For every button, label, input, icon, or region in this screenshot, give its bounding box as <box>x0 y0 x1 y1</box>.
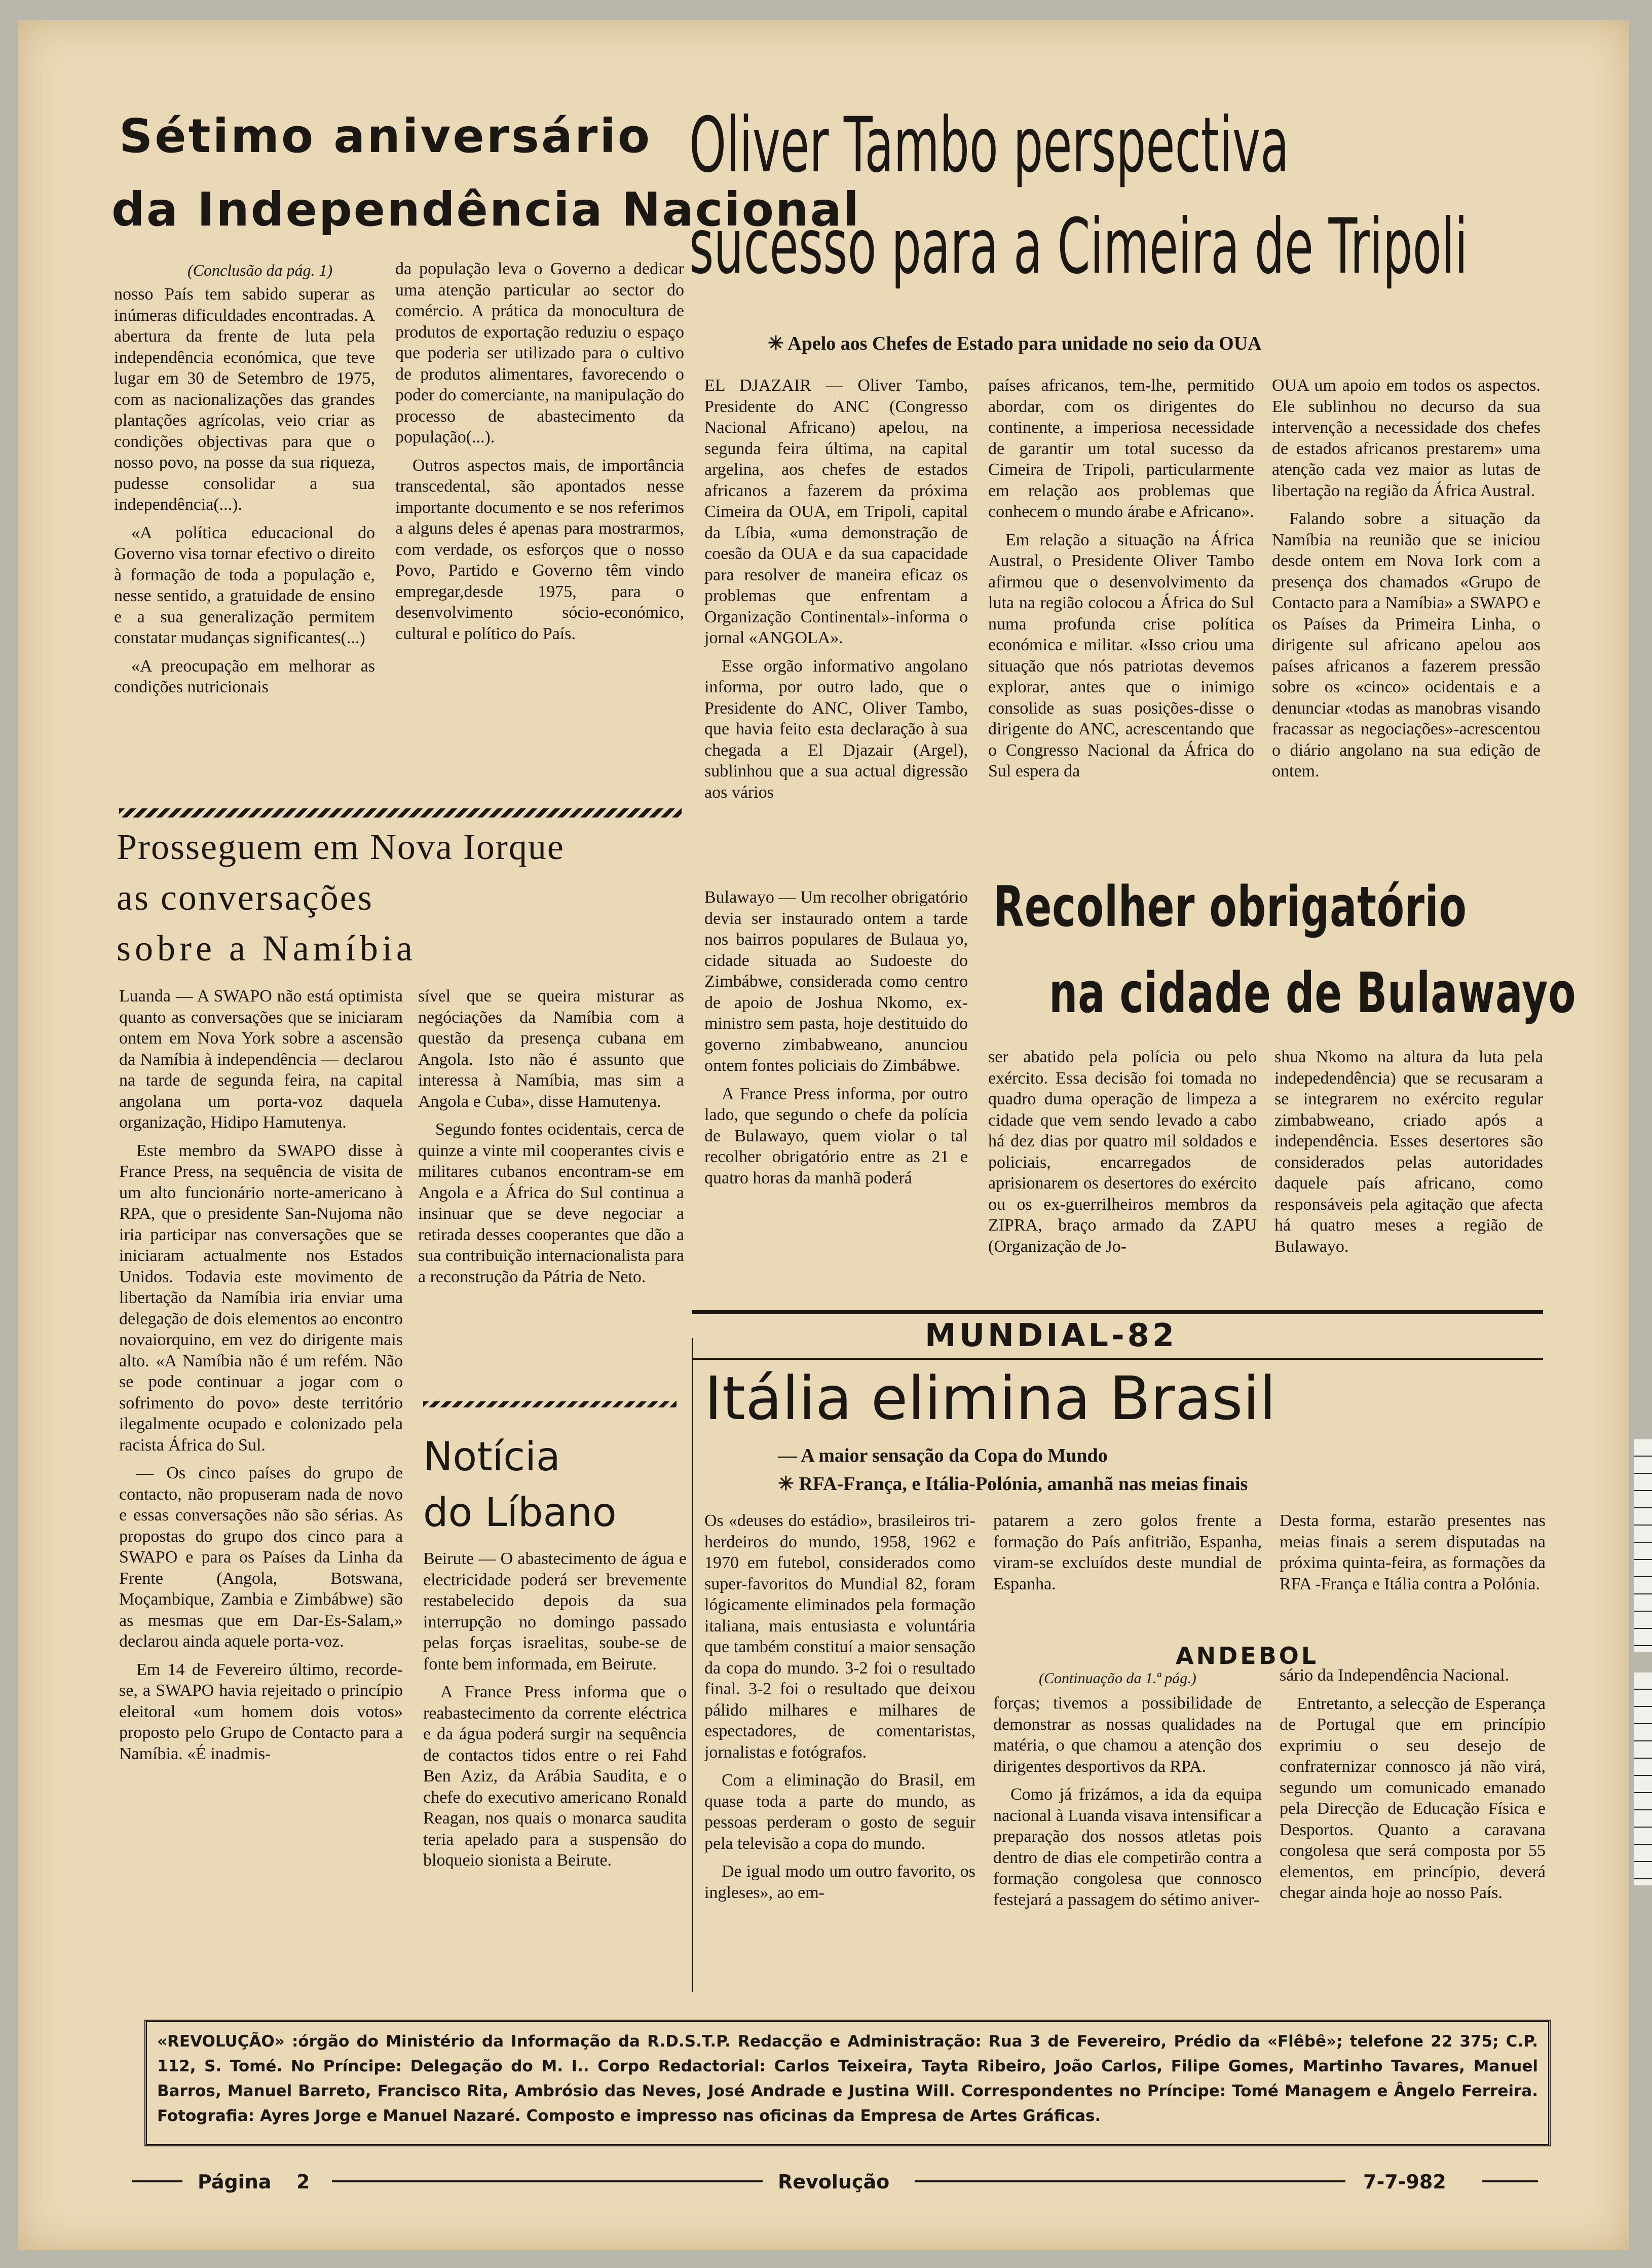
article5-para: A France Press informa, por outro lado, que segundo o chefe da polícia de Bulawayo, quem violar o tal recolher obrigatório entre as 21 e quatro horas da manhã poderá <box>704 1084 968 1187</box>
asterisk-icon: ✳ <box>778 1473 799 1495</box>
article6-title: Itália elimina Brasil <box>704 1363 1276 1433</box>
article3-para: Segundo fontes ocidentais, cerca de quinze a vinte mil cooperantes civis e militares cubanos encontram-se em Angola e a África do Sul continua a insinuar que se deve negociar a retirada desses cooperantes que dão a sua contribuição internacionalista para a reconstrução da Pátria de Neto. <box>418 1120 684 1286</box>
article7-title: ANDEBOL <box>1176 1642 1319 1669</box>
article4-title-line2: do Líbano <box>423 1490 617 1536</box>
article4-title-line1: Notícia <box>423 1434 560 1480</box>
article5-para: shua Nkomo na altura da luta pela indepedendência) que se recusaram a se integrarem no exército regular zimbabweano, criado após a independência. Esses desertores são considerados pelas autoridades daquele país africano, como responsáveis pela agitação que afecta há quatro meses a região de Bulawayo. <box>1274 1048 1543 1256</box>
article7-col1 <box>993 1693 1262 1997</box>
footer-rule-mid1 <box>332 2180 763 2182</box>
article2-col2 <box>988 375 1254 872</box>
article6-para: patarem a zero golos frente a formação do País anfitrião, Espanha, viram-se excluídos deste mundial de Espanha. <box>993 1511 1262 1593</box>
article7-continuation: (Continuação da 1.ª pág.) <box>1039 1670 1196 1687</box>
article7-para: forças; tivemos a possibilidade de demonstrar as nossas qualidades na matéria, o que chamou a atenção dos dirigentes desportivos da RPA. <box>993 1694 1262 1776</box>
article6-banner: MUNDIAL-82 <box>925 1317 1177 1354</box>
article2-subtitle <box>768 332 1262 355</box>
article5-col3 <box>1274 1047 1543 1305</box>
article2-para: EL DJAZAIR — Oliver Tambo, Presidente do ANC (Congresso Nacional Africano) apelou, na segunda feira última, na capital argelina, aos chefes de estados africanos a fazerem da próxima Cimeira da OUA, em Tripoli, capital da Líbia, «uma demonstração de coesão da OUA e da sua capacidade para resolver de maneira eficaz os problemas que enfrentam a Organização Continental»-informa o jornal «ANGOLA». <box>704 376 968 647</box>
newspaper-page <box>18 20 1629 2250</box>
article6-col2 <box>993 1510 1262 1627</box>
article1-para: «A política educacional do Governo visa tornar efectivo o direito à formação de toda a população e, nesse sentido, a gratuidade de ensino e a sua generalização permitem constatar mudanças significantes(...) <box>114 523 375 647</box>
article7-para: sário da Independência Nacional. <box>1280 1666 1510 1685</box>
article3-para: Luanda — A SWAPO não está optimista quanto as conversações que se iniciaram ontem em Nova York sobre a ascensão da Namíbia à independência — declarou na tarde de segunda feira, na capital angolana um porta-voz daquela organização, Hidipo Hamutenya. <box>119 987 403 1132</box>
article3-para: — Os cinco países do grupo de contacto, não propuseram nada de novo e essas conversações não são sérias. As propostas do grupo dos cinco para a SWAPO e para os Países da Linha da Frente (Angola, Botswana, Moçambique, Zambia e Zimbábwe) são as mesmas que em Dar-Es-Salam,» declarou ainda aquele porta-voz. <box>119 1464 403 1651</box>
color-calibration-strip <box>1634 1672 1652 1885</box>
footer-page-number: 2 <box>296 2171 310 2193</box>
article2-col3 <box>1272 375 1541 872</box>
article7-para: Como já frizámos, a ida da equipa nacional à Luanda visava intensificar a preparação dos nossos atletas pois dentro de dias ele competirão contra a formação congolesa que connosco festejará a passagem do sétimo aniver- <box>993 1785 1262 1909</box>
article2-para: Em relação a situação na África Austral, o Presidente Oliver Tambo afirmou que o desenvolvimento da luta na região colocou a África do Sul numa profunda crise política económica e militar. «Isso criou uma situação que nós patriotas devemos explorar, antes que o inimigo consolide as suas posições-disse o dirigente do ANC, acrescentando que o Congresso Nacional da África do Sul espera da <box>988 530 1254 780</box>
article6-para: De igual modo um outro favorito, os ingleses», ao em- <box>704 1862 975 1902</box>
article3-para: Este membro da SWAPO disse à France Press, na sequência de visita de um alto funcionário norte-americano à RPA, que o presidente San-Nujoma não iria participar nas conversações que se iniciaram actualmente nos Estados Unidos. Todavia este movimento de libertação da Namíbia iria enviar uma delegação de dois elementos ao encontro novaiorquino, em vez do dirigente mais alto. «A Namíbia não é um refém. Não se pode continuar a jogar com o sofrimento do povo» deste território ilegalmente ocupado e colonizado pela racista África do Sul. <box>119 1141 403 1455</box>
article1-col1 <box>114 284 375 796</box>
article5-col2 <box>988 1047 1257 1305</box>
article4-para: Beirute — O abastecimento de água e electricidade poderá ser brevemente restabelecido depois da sua interrupção no domingo passado pelas forças israelitas, soube-se de fonte bem informada, em Beirute. <box>423 1549 687 1674</box>
article1-col2 <box>395 258 684 796</box>
article6-para: Os «deuses do estádio», brasileiros tri-herdeiros do mundo, 1958, 1962 e 1970 em futebol, considerados como super-favoritos do Mundial 82, foram lógicamente eliminados pela formação italiana, mais entusiasta e voluntária que também constituí a maior sensação da copa do mundo. 3-2 foi o resultado final. 3-2 foi o resultado que deixou pálido milhares e milhares de espectadores, de comentaristas, jornalistas e fotógrafos. <box>704 1511 975 1762</box>
masthead-box: «REVOLUÇÃO» :órgão do Ministério da Informação da R.D.S.T.P. Redacção e Administração: Rua 3 de Fevereiro, Prédio da «Flêbê»; telefone 22 375; C.P. 112, S. Tomé. No Príncipe: Delegação do M. I.. Corpo Redactorial: Carlos Teixeira, Tayta Ribeiro, João Carlos, Filipe Gomes, Martinho Tavares, Manuel Barros, Manuel Barreto, Francisco Rita, Ambrósio das Neves, José Andrade e Justina Will. Correspondentes no Príncipe: Tomé Managem e Ângelo Ferreira. Fotografia: Ayres Jorge e Manuel Nazaré. Composto e impresso nas oficinas da Empresa de Artes Gráficas. <box>144 2020 1551 2146</box>
footer-rule-right <box>1482 2180 1538 2182</box>
article3-para: Em 14 de Fevereiro último, recorde-se, a SWAPO havia rejeitado o princípio eleitoral «um homem dois votos» proposto pelo Grupo de Contacto para a Namíbia. «É inadmis- <box>119 1660 403 1763</box>
article5-title-line2: na cidade de Bulawayo <box>1049 960 1576 1025</box>
article1-continuation: (Conclusão da pág. 1) <box>187 261 333 279</box>
article2-para: OUA um apoio em todos os aspectos. Ele sublinhou no decurso da sua intervenção a necessidade dos chefes de estados africanos prestarem» uma atenção cada vez maior as lutas de libertação na região da África Austral. <box>1272 376 1541 500</box>
article2-para: Falando sobre a situação da Namíbia na reunião que se iniciou desde ontem em Nova Iork com a presença dos chamados «Grupo de Contacto para a Namíbia» a SWAPO e os Países da Primeira Linha, o dirigente sul africano apelou aos países africanos a fazerem pressão sobre os «cinco» ocidentais e a denunciar «todas as manobras visando fracassar as negociações»-acrescentou o diário angolano na sua edição de ontem. <box>1272 509 1541 780</box>
article1-para: nosso País tem sabido superar as inúmeras dificuldades encontradas. A abertura da frente de luta pela independência económica, que teve lugar em 30 de Setembro de 1975, com as nacionalizações das grandes plantações agrícolas, veio criar as condições objectivas para que o nosso povo, na posse da sua riqueza, pudesse consolidar a sua independência(...). <box>114 285 375 514</box>
article2-para: países africanos, tem-lhe, permitido abordar, com os dirigentes do continente, a imperiosa necessidade de garantir um total sucesso da Cimeira de Tripoli, particularmente em relação aos problemas que conhecem o mundo árabe e Africano». <box>988 376 1254 521</box>
article2-para: Esse orgão informativo angolano informa, por outro lado, que o Presidente do ANC, Oliver Tambo, que havia feito esta declaração à sua chegada a El Djazair (Argel), sublinhou que a sua actual digressão aos vários <box>704 656 968 802</box>
article5-col1 <box>704 887 968 1303</box>
section-divider <box>423 1401 677 1407</box>
footer-paper-name: Revolução <box>778 2171 890 2193</box>
section-divider <box>119 808 682 817</box>
article6-sub2-text: RFA-França, e Itália-Polónia, amanhã nas meias finais <box>799 1473 1248 1495</box>
article2-col1 <box>704 375 968 872</box>
article4-col <box>423 1548 687 1994</box>
article5-para: ser abatido pela polícia ou pelo exército. Essa decisão foi tomada no quadro duma operação de limpeza a cidade que vem sendo levado a cabo há dez dias por quatro mil soldados e policiais, encarregados de aprisionarem os desertores do exército ou os ex-guerrilheiros membros da ZIPRA, braço armado da ZAPU (Organização de Jo- <box>988 1048 1257 1256</box>
article2-subtitle-text: Apelo aos Chefes de Estado para unidade no seio da OUA <box>787 333 1262 354</box>
article4-para: A France Press informa que o reabastecimento da corrente eléctrica e da água poderá surgir na sequência de contactos tidos entre o rei Fahd Ben Aziz, da Arábia Saudita, e o chefe do executivo americano Ronald Reagan, nos quais o monarca saudita teria apelado para a suspensão do bloqueio sionista a Beirute. <box>423 1683 687 1870</box>
article3-title-line3: sobre a Namíbia <box>117 928 417 969</box>
article1-para: «A preocupação em melhorar as condições nutricionais <box>114 656 375 696</box>
article6-col1 <box>704 1510 975 1997</box>
article6-sub1: — A maior sensação da Copa do Mundo <box>778 1445 1108 1466</box>
article2-title-line2: sucesso para a Cimeira de Tripoli <box>689 203 1468 291</box>
article6-sub2 <box>778 1472 1248 1495</box>
article1-para: da população leva o Governo a dedicar uma atenção particular ao sector do comércio. A prática da monocultura de produtos de exportação reduziu o espaço que poderia ser utilizado para o cultivo de produtos alimentares, favorecendo o poder do comerciante, na manipulação do processo de abastecimento da população(...). <box>395 259 684 447</box>
article5-para: Bulawayo — Um recolher obrigatório devia ser instaurado ontem a tarde nos bairros populares de Bulaua yo, cidade situada ao Sudoeste do Zimbábwe, considerada como centro de apoio de Joshua Nkomo, ex-ministro sem pasta, hoje destituido do governo zimbabweano, anunciou ontem fontes policiais do Zimbábwe. <box>704 888 968 1075</box>
article3-col1 <box>119 986 403 1994</box>
article3-para: sível que se queira misturar as negóciações da Namíbia com a questão da presença cubana em Angola. Isto não é assunto que interessa à Namíbia, mas sim a Angola e Cuba», disse Hamutenya. <box>418 987 684 1111</box>
article1-title-line1: Sétimo aniversário <box>119 109 652 163</box>
article6-col3 <box>1280 1510 1546 1632</box>
article1-para: Outros aspectos mais, de importância transcedental, são apontados nesse importante documento e se nos referimos a alguns deles é apenas para mostrarmos, com verdade, os esforços que o nosso Povo, Partido e Governo têm vindo empregar,desde 1975, para o desenvolvimento sócio-económico, cultural e político do País. <box>395 456 684 643</box>
article3-title-line2: as conversações <box>117 877 373 918</box>
asterisk-icon: ✳ <box>768 333 788 354</box>
section-rule <box>692 1358 1543 1360</box>
color-calibration-strip <box>1634 1439 1652 1652</box>
article2-title-line1: Oliver Tambo perspectiva <box>689 101 1290 190</box>
footer-rule-mid2 <box>915 2180 1345 2182</box>
article7-para: Entretanto, a selecção de Esperança de Portugal que em princípio exprimiu o seu desejo de confraternizar connosco já não virá, segundo um comunicado emanado pela Direcção de Educação Física e Desportos. Quanto a caravana congolesa que será composta por 55 elementos, em princípio, deverá chegar ainda hoje ao nosso País. <box>1280 1694 1546 1902</box>
footer-page-label: Página <box>198 2171 272 2193</box>
footer-date: 7-7-982 <box>1363 2171 1446 2193</box>
article6-para: Com a eliminação do Brasil, em quase toda a parte do mundo, as pessoas perderam o gosto de seguir pela televisão a copa do mundo. <box>704 1771 975 1853</box>
article7-col2 <box>1280 1665 1546 1997</box>
article6-para: Desta forma, estarão presentes nas meias finais a serem disputadas na próxima quinta-feira, as formações da RFA -França e Itália contra a Polónia. <box>1280 1511 1546 1593</box>
article5-title-line1: Recolher obrigatório <box>993 874 1467 939</box>
article1-title-line2: da Independência Nacional <box>111 182 861 237</box>
footer-rule-left <box>132 2180 182 2182</box>
column-rule <box>692 1338 693 1992</box>
section-rule <box>692 1310 1543 1314</box>
article3-title-line1: Prosseguem em Nova Iorque <box>117 827 565 867</box>
article3-col2 <box>418 986 684 1376</box>
